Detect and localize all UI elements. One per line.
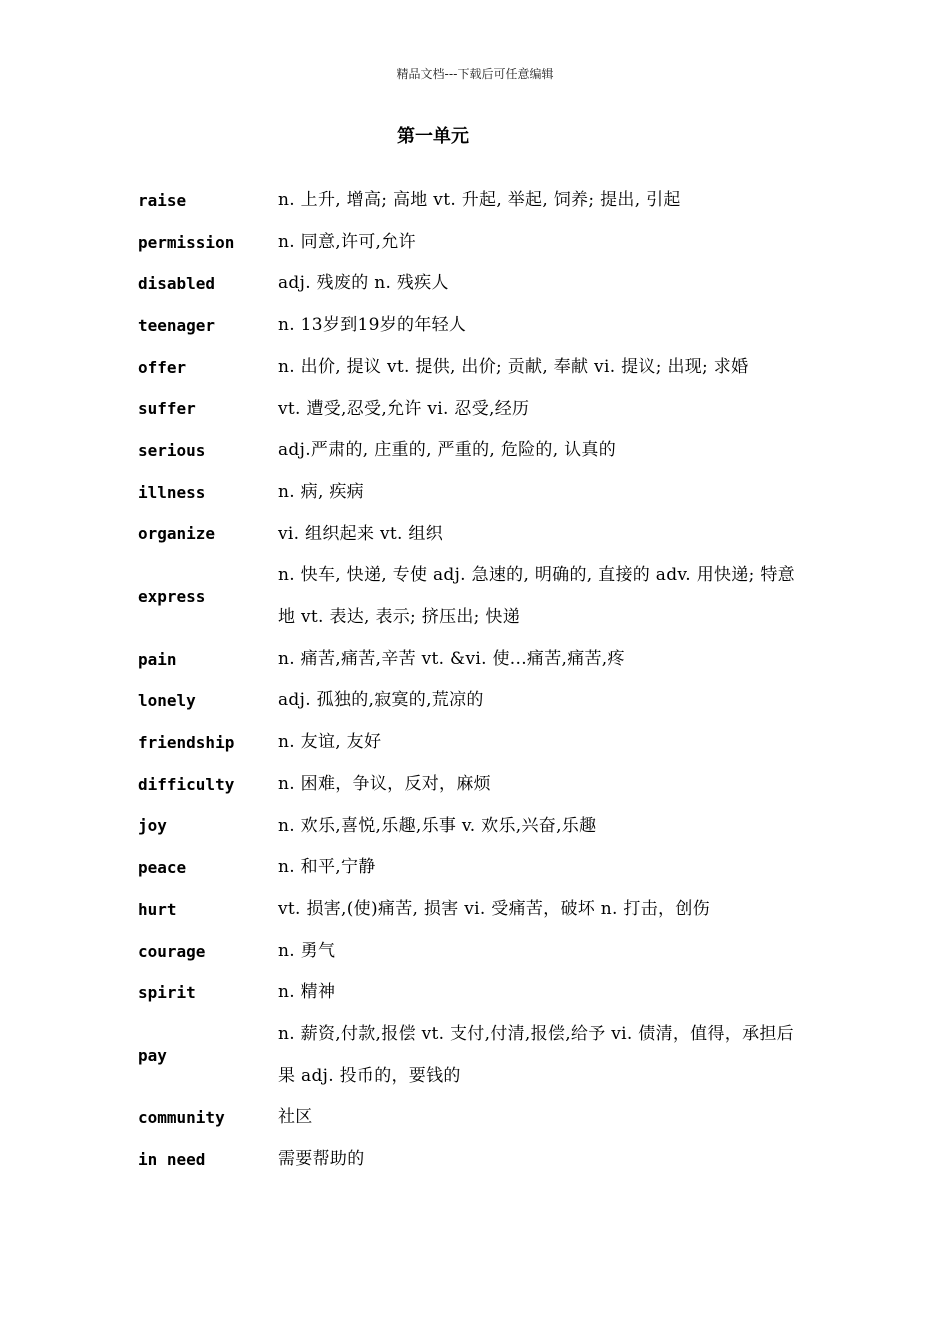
vocab-word: teenager [138,315,216,335]
vocab-definition: n. 13岁到19岁的年轻人 [278,315,467,336]
vocab-entry [138,806,810,848]
vocab-word: raise [138,190,187,210]
page-header-watermark: 精品文档---下载后可任意编辑 [396,67,554,81]
vocab-definition: n. 病, 疾病 [278,481,364,502]
vocab-definition: n. 和平,宁静 [278,857,376,878]
vocab-entry [138,514,810,556]
vocab-word: suffer [138,399,196,419]
vocab-definition: vt. 遭受,忍受,允许 vi. 忍受,经历 [278,398,530,419]
vocab-definition: adj.严肃的, 庄重的, 严重的, 危险的, 认真的 [278,440,617,461]
vocab-definition: n. 欢乐,喜悦,乐趣,乐事 v. 欢乐,兴奋,乐趣 [278,815,597,836]
vocab-word: pay [138,1045,167,1065]
vocab-entry [138,1014,810,1097]
vocab-word: community [138,1108,225,1128]
vocab-word: in need [138,1150,206,1170]
vocab-word: joy [138,816,167,836]
vocab-entry [138,389,810,431]
vocab-entry [138,931,810,973]
vocab-word: illness [138,482,206,502]
vocab-word: courage [138,941,206,961]
vocab-definition: 社区 [278,1107,313,1128]
vocab-word: organize [138,524,216,544]
vocab-word: hurt [138,899,177,919]
vocab-definition: n. 上升, 增高; 高地 vt. 升起, 举起, 饲养; 提出, 引起 [278,190,681,210]
vocab-word: friendship [138,732,235,752]
vocab-definition: n. 困难，争议，反对，麻烦 [278,773,491,794]
vocab-word: serious [138,441,206,461]
vocab-entry [138,639,810,681]
vocab-definition: adj. 残废的 n. 残疾人 [278,273,449,294]
vocab-word: pain [138,649,177,669]
vocab-entry [138,347,810,389]
vocab-word: spirit [138,983,196,1003]
vocab-word: disabled [138,274,216,294]
vocab-definition: n. 痛苦,痛苦,辛苦 vt. &vi. 使...痛苦,痛苦,疼 [278,648,625,669]
vocab-word: permission [138,232,235,252]
vocabulary-list [138,180,810,1181]
vocab-definition: n. 勇气 [278,940,336,961]
vocab-entry [138,722,810,764]
vocab-entry [138,305,810,347]
vocab-entry [138,263,810,305]
vocab-definition: n. 薪资,付款,报偿 vt. 支付,付清,报偿,给予 vi. 债清，值得，承担后果 adj. 投币的，要钱的 [278,1024,794,1086]
vocab-definition: 需要帮助的 [278,1149,365,1170]
vocab-entry [138,972,810,1014]
vocab-entry [138,889,810,931]
vocab-entry [138,472,810,514]
vocab-word: peace [138,858,187,878]
vocab-entry [138,680,810,722]
vocab-entry [138,764,810,806]
vocab-word: express [138,587,206,607]
vocab-definition: n. 出价, 提议 vt. 提供, 出价; 贡献, 奉献 vi. 提议; 出现; 求婚 [278,356,749,377]
page-title: 第一单元 [397,126,469,147]
vocab-entry [138,180,810,222]
vocab-word: offer [138,357,187,377]
vocab-definition: n. 精神 [278,982,336,1003]
vocab-entry [138,222,810,264]
vocab-entry [138,847,810,889]
vocab-word: lonely [138,691,196,711]
vocab-entry [138,430,810,472]
vocab-definition: adj. 孤独的,寂寞的,荒凉的 [278,690,484,711]
vocab-entry [138,555,810,638]
vocab-definition: n. 友谊, 友好 [278,732,382,753]
vocab-entry [138,1139,810,1181]
vocab-entry [138,1097,810,1139]
vocab-word: difficulty [138,774,235,794]
vocab-definition: n. 同意,许可,允许 [278,231,416,252]
vocab-definition: vt. 损害,(使)痛苦, 损害 vi. 受痛苦，破坏 n. 打击，创伤 [278,898,710,919]
vocab-definition: vi. 组织起来 vt. 组织 [278,523,443,544]
vocab-definition: n. 快车, 快递, 专使 adj. 急速的, 明确的, 直接的 adv. 用快递; 特意地 vt. 表达, 表示; 挤压出; 快递 [278,565,795,628]
